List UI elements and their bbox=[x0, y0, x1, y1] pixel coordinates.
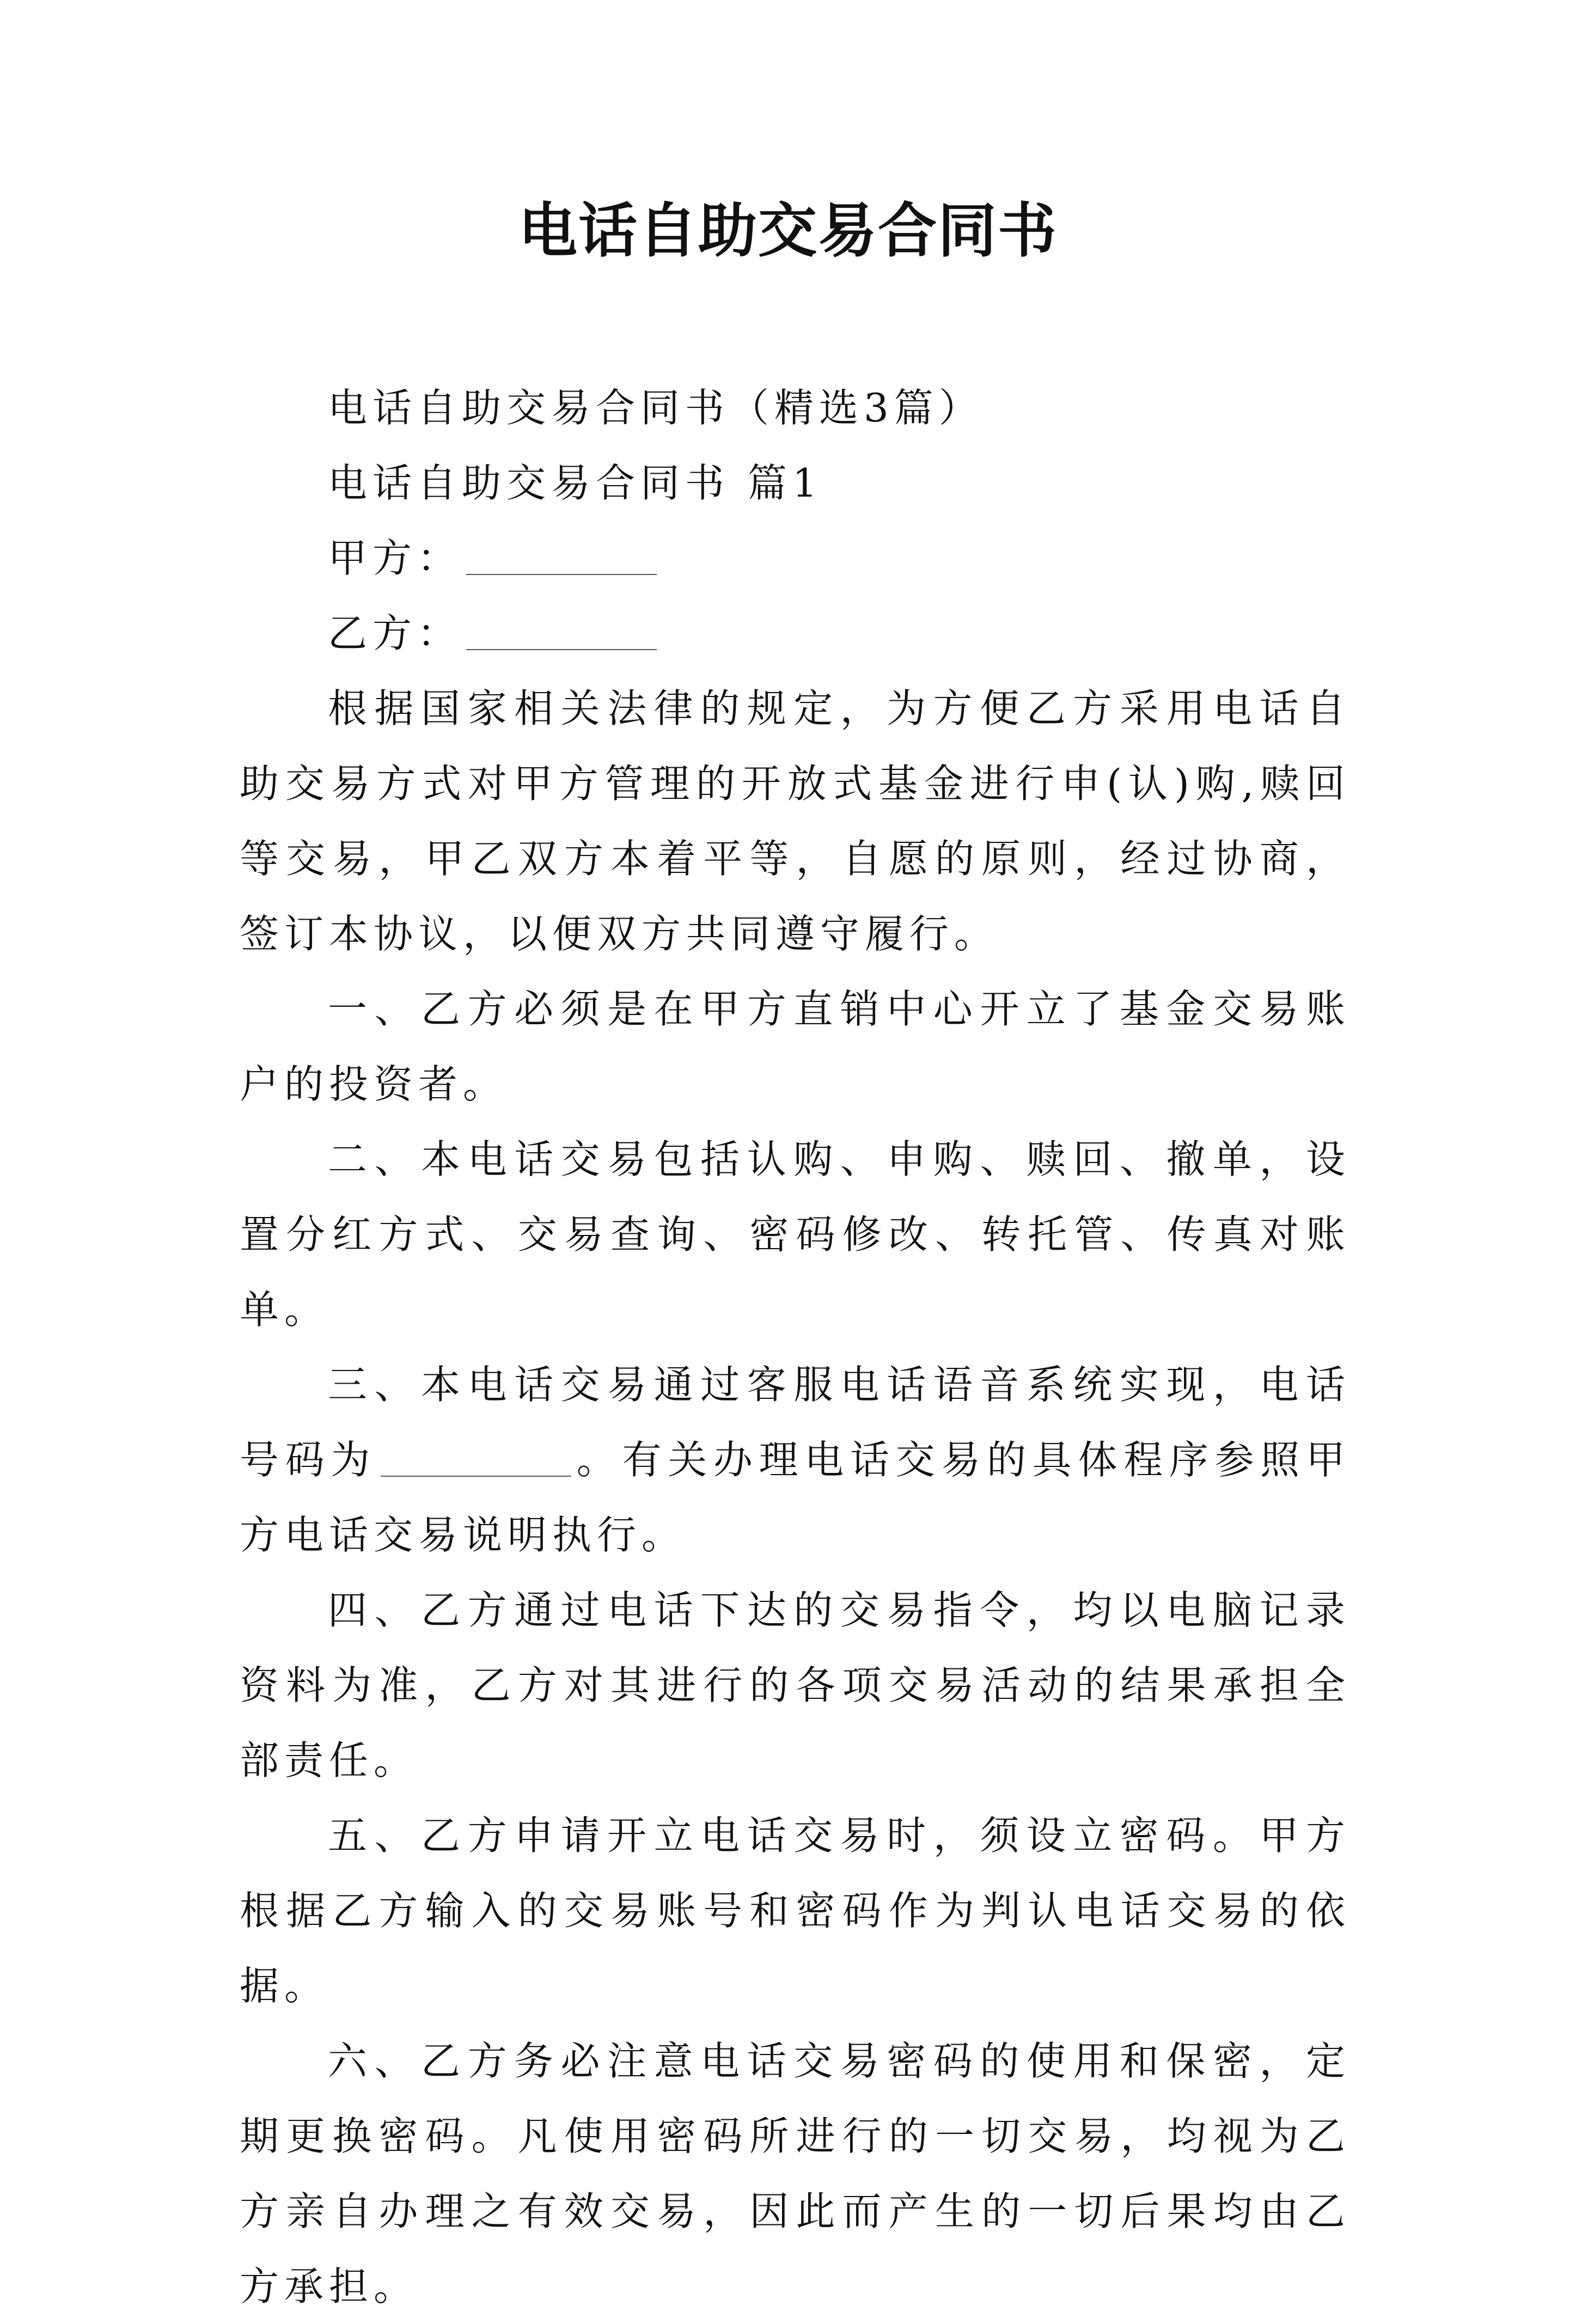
party-b-line bbox=[240, 596, 1351, 671]
party-a-line bbox=[240, 521, 1351, 596]
document-title: 电话自助交易合同书 bbox=[518, 197, 1058, 265]
phone-number-blank bbox=[381, 1443, 571, 1477]
party-b-blank bbox=[466, 616, 657, 650]
intro-paragraph: 根据国家相关法律的规定，为方便乙方采用电话自助交易方式对甲方管理的开放式基金进行申(认)购,赎回等交易，甲乙双方本着平等，自愿的原则，经过协商，签订本协议，以便双方共同遵守履行。 bbox=[240, 686, 1351, 957]
clause-2: 二、本电话交易包括认购、申购、赎回、撤单，设置分红方式、交易查询、密码修改、转托管、传真对账单。 bbox=[240, 1136, 1351, 1332]
document-subtitle: 电话自助交易合同书（精选3篇） bbox=[328, 385, 984, 431]
document-body bbox=[240, 370, 1351, 2324]
clause-4: 四、乙方通过电话下达的交易指令，均以电脑记录资料为准，乙方对其进行的各项交易活动的结果承担全部责任。 bbox=[240, 1587, 1351, 1783]
party-b-label: 乙方： bbox=[328, 610, 462, 656]
party-a-label: 甲方： bbox=[328, 535, 462, 581]
clause-3-text-before: 三、本电话交易通过客服电话语音系统实现，电话号码为 bbox=[240, 1362, 1351, 1483]
clause-6: 六、乙方务必注意电话交易密码的使用和保密，定期更换密码。凡使用密码所进行的一切交易，均视为乙方亲自办理之有效交易，因此而产生的一切后果均由乙方承担。 bbox=[240, 2038, 1351, 2309]
clause-5: 五、乙方申请开立电话交易时，须设立密码。甲方根据乙方输入的交易账号和密码作为判认电话交易的依据。 bbox=[240, 1813, 1351, 2009]
clause-1: 一、乙方必须是在甲方直销中心开立了基金交易账户的投资者。 bbox=[240, 986, 1351, 1107]
clause-3 bbox=[240, 1347, 1351, 1573]
section-heading: 电话自助交易合同书 篇1 bbox=[328, 460, 823, 506]
party-a-blank bbox=[466, 541, 657, 575]
clause-3-text-after: 。有关办理电话交易的具体程序参照甲方电话交易说明执行。 bbox=[240, 1437, 1351, 1558]
